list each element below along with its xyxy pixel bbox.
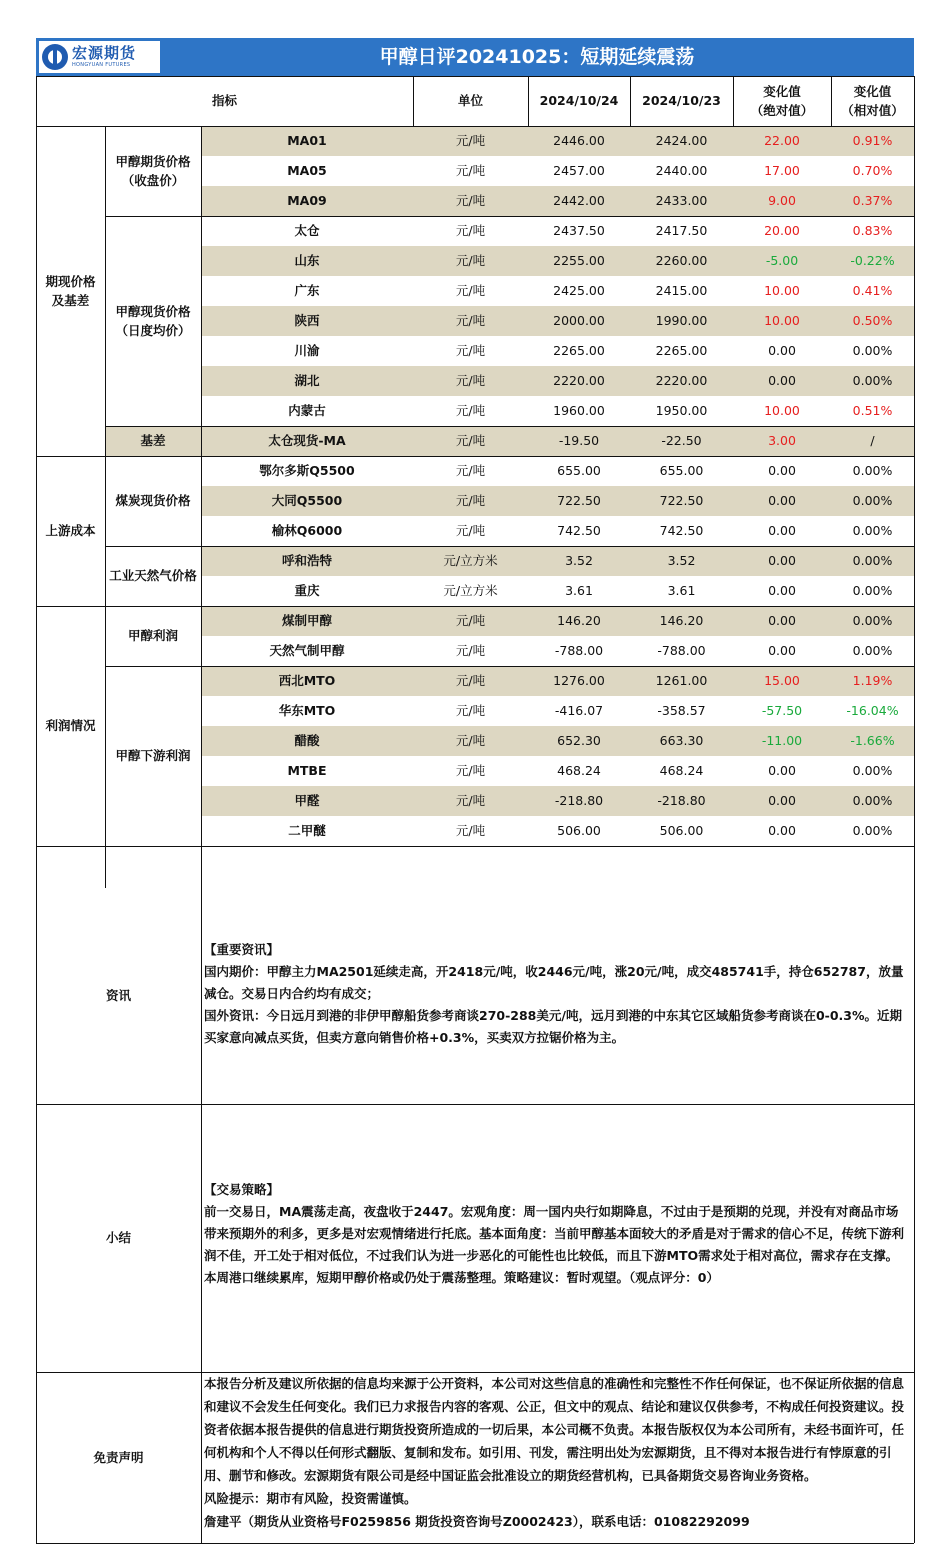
column-header-unit: 单位 (457, 93, 483, 109)
row-unit: 元/吨 (455, 283, 486, 299)
row-indicator-name: 甲醛 (201, 786, 413, 816)
row-value-date1: 3.52 (528, 546, 630, 576)
row-indicator-name: 川渝 (294, 343, 320, 359)
section-label (36, 606, 105, 846)
row-value-date1: 2446.00 (528, 126, 630, 156)
row-value-date1: 655.00 (557, 463, 601, 479)
group-label (105, 666, 201, 846)
row-value-date2: 3.61 (667, 583, 696, 599)
label-line: 甲醇现货价格 (115, 303, 191, 319)
row-unit: 元/吨 (413, 186, 528, 216)
row-indicator-name: 湖北 (201, 366, 413, 396)
row-unit: 元/吨 (413, 246, 528, 276)
row-value-date1: 2220.00 (528, 366, 630, 396)
row-change-abs: 0.00 (733, 786, 831, 816)
row-change-rel: -0.22% (831, 246, 914, 276)
label-line: 利润情况 (45, 718, 96, 734)
row-indicator-name: 二甲醚 (288, 823, 326, 839)
row-value-date2: 1950.00 (655, 403, 708, 419)
label-line: 甲醇下游利润 (115, 748, 191, 764)
row-change-abs: -11.00 (733, 726, 831, 756)
label-line: （收盘价） (121, 173, 185, 188)
row-change-rel: 0.37% (831, 186, 914, 216)
row-value-date1: 468.24 (557, 763, 601, 779)
row-change-abs: 0.00 (733, 546, 831, 576)
row-change-abs: 0.00 (768, 343, 796, 359)
row-unit: 元/吨 (455, 643, 486, 659)
row-value-date2: 2417.50 (655, 223, 708, 239)
row-value-date2: 742.50 (659, 523, 704, 539)
row-change-rel: 0.00% (831, 786, 914, 816)
row-change-abs: 0.00 (768, 823, 796, 839)
section-label (36, 126, 105, 456)
row-change-rel: 0.00% (852, 523, 893, 539)
label-line: 甲醇利润 (127, 628, 178, 644)
row-indicator-name: 太仓 (294, 223, 320, 239)
label-line: 变化值 (763, 83, 801, 99)
row-unit: 元/吨 (413, 726, 528, 756)
disclaimer-label: 免责声明 (93, 1449, 144, 1465)
group-label (105, 426, 201, 456)
column-header-change-abs (733, 76, 831, 126)
group-label (105, 546, 201, 606)
row-unit: 元/吨 (413, 786, 528, 816)
row-change-abs: 10.00 (733, 306, 831, 336)
row-value-date1: -19.50 (528, 426, 630, 456)
row-change-abs: 0.00 (733, 366, 831, 396)
row-unit: 元/吨 (455, 343, 486, 359)
row-value-date2: 2424.00 (630, 126, 733, 156)
label-line: （相对值） (841, 103, 904, 118)
row-indicator-name: MA05 (287, 163, 327, 179)
row-value-date1: 2437.50 (553, 223, 605, 239)
row-change-abs: 10.00 (764, 283, 800, 299)
row-indicator-name: 山东 (201, 246, 413, 276)
row-unit: 元/吨 (413, 486, 528, 516)
row-value-date1: 146.20 (528, 606, 630, 636)
company-logo (39, 41, 160, 73)
row-value-date2: 3.52 (630, 546, 733, 576)
row-change-rel: 0.41% (852, 283, 893, 299)
row-change-rel: 0.70% (852, 163, 893, 179)
logo-mark-icon (42, 44, 68, 70)
row-change-rel: 0.00% (852, 763, 893, 779)
column-header-date2: 2024/10/23 (642, 93, 721, 109)
row-change-rel: 1.19% (831, 666, 914, 696)
row-unit: 元/吨 (455, 823, 486, 839)
report-sheet (36, 38, 914, 1543)
label-line: （日度均价） (115, 323, 191, 338)
row-indicator-name: 鄂尔多斯Q5500 (259, 463, 355, 479)
disclaimer-text (204, 1372, 909, 1533)
row-change-rel: 0.00% (852, 643, 893, 659)
summary-line: 【交易策略】 (204, 1182, 280, 1197)
row-indicator-name: 西北MTO (201, 666, 413, 696)
row-change-rel: 0.00% (831, 486, 914, 516)
row-value-date2: 2433.00 (630, 186, 733, 216)
logo-english-name: HONGYUAN FUTURES (72, 62, 131, 68)
summary-label: 小结 (105, 1230, 131, 1246)
row-unit: 元/吨 (413, 306, 528, 336)
row-change-rel: 0.00% (852, 463, 893, 479)
row-value-date2: -218.80 (630, 786, 733, 816)
row-change-rel: 0.50% (831, 306, 914, 336)
news-line: 国外资讯：今日远月到港的非伊甲醇船货参考商谈270-288美元/吨，远月到港的中东其它区域船货参考商谈在0-0.3%。近期买家意向减点买货，但卖方意向销售价格+0.3%，买卖双方拉锯价格为主。 (204, 1008, 902, 1045)
row-indicator-name: 大同Q5500 (201, 486, 413, 516)
row-change-abs: 20.00 (764, 223, 800, 239)
row-value-date2: 2220.00 (630, 366, 733, 396)
row-value-date1: 652.30 (528, 726, 630, 756)
logo-name: 宏源期货 (72, 44, 137, 62)
row-change-abs: 3.00 (733, 426, 831, 456)
row-change-abs: 0.00 (768, 463, 796, 479)
row-change-rel: -16.04% (846, 703, 899, 719)
row-unit: 元/吨 (413, 606, 528, 636)
news-line: 【重要资讯】 (204, 942, 280, 957)
news-text (204, 939, 909, 1049)
row-unit: 元/立方米 (443, 583, 498, 599)
row-indicator-name: MA09 (201, 186, 413, 216)
row-indicator-name: 重庆 (294, 583, 320, 599)
row-value-date1: -416.07 (554, 703, 604, 719)
row-unit: 元/吨 (455, 403, 486, 419)
row-value-date1: 2255.00 (528, 246, 630, 276)
label-line: 甲醇期货价格 (115, 153, 191, 169)
row-change-abs: 15.00 (733, 666, 831, 696)
row-change-abs: 9.00 (733, 186, 831, 216)
summary-line: 前一交易日，MA震荡走高，夜盘收于2447。宏观角度：周一国内央行如期降息，不过由于是预期的兑现，并没有对商品市场带来预期外的利多，更多是对宏观情绪进行托底。基本面角度：当前甲醇基本面较大的矛盾是对于需求的信心不足，传统下游利润不佳，开工处于相对低位，不过我们认为进一步恶化的可能性也比较低，而且下游MTO需求处于相对高位，需求存在支撑。本周港口继续累库，短期甲醇价格或仍处于震荡整理。策略建议：暂时观望。（观点评分：0） (204, 1204, 905, 1285)
row-change-rel: 0.91% (831, 126, 914, 156)
row-change-rel: 0.51% (852, 403, 893, 419)
label-line: 基差 (140, 433, 166, 449)
row-change-rel: 0.00% (852, 823, 893, 839)
row-indicator-name: 煤制甲醇 (201, 606, 413, 636)
row-value-date2: 722.50 (630, 486, 733, 516)
row-unit: 元/吨 (413, 426, 528, 456)
row-value-date2: 2440.00 (655, 163, 708, 179)
row-change-abs: 0.00 (768, 583, 796, 599)
row-value-date1: 2425.00 (553, 283, 605, 299)
row-value-date1: 2000.00 (528, 306, 630, 336)
row-unit: 元/吨 (455, 163, 486, 179)
news-line: 国内期价：甲醇主力MA2501延续走高，开2418元/吨，收2446元/吨，涨20元/吨，成交485741手，持仓652787，放量减仓。交易日内合约均有成交； (204, 964, 904, 1001)
row-value-date1: -218.80 (528, 786, 630, 816)
row-unit: 元/吨 (455, 223, 486, 239)
row-value-date2: -788.00 (657, 643, 706, 659)
row-indicator-name: 华东MTO (278, 703, 336, 719)
column-header-date1: 2024/10/24 (539, 93, 619, 109)
row-change-abs: 0.00 (733, 486, 831, 516)
row-value-date2: 663.30 (630, 726, 733, 756)
row-indicator-name: 广东 (294, 283, 320, 299)
row-value-date2: 2265.00 (655, 343, 708, 359)
row-change-abs: 17.00 (764, 163, 800, 179)
disclaimer-line: 詹建平（期货从业资格号F0259856 期货投资咨询号Z0002423），联系电话：01082292099 (204, 1514, 750, 1529)
row-change-abs: 0.00 (733, 606, 831, 636)
row-change-abs: 0.00 (768, 763, 796, 779)
row-value-date2: 2260.00 (630, 246, 733, 276)
row-unit: 元/吨 (455, 703, 486, 719)
news-label: 资讯 (105, 988, 131, 1004)
label-line: 期现价格 (45, 273, 96, 289)
row-value-date2: 655.00 (659, 463, 704, 479)
row-unit: 元/吨 (455, 763, 486, 779)
row-value-date2: -358.57 (657, 703, 706, 719)
row-value-date1: 3.61 (565, 583, 593, 599)
disclaimer-line: 风险提示：期市有风险，投资需谨慎。 (204, 1491, 417, 1506)
summary-text (204, 1179, 909, 1289)
row-unit: 元/吨 (413, 126, 528, 156)
row-change-rel: 0.00% (831, 546, 914, 576)
row-unit: 元/吨 (455, 523, 486, 539)
disclaimer-line: 本报告分析及建议所依据的信息均来源于公开资料，本公司对这些信息的准确性和完整性不作任何保证，也不保证所依据的信息和建议不会发生任何变化。我们已力求报告内容的客观、公正，但文中的观点、结论和建议仅供参考，不构成任何投资建议。投资者依据本报告提供的信息进行期货投资所造成的一切后果，本公司概不负责。本报告版权仅为本公司所有，未经书面许可，任何机构和个人不得以任何形式翻版、复制和发布。如引用、刊发，需注明出处为宏源期货，且不得对本报告进行有悖原意的引用、删节和修改。宏源期货有限公司是经中国证监会批准设立的期货经营机构，已具备期货交易咨询业务资格。 (204, 1376, 905, 1483)
row-change-rel: 0.00% (831, 606, 914, 636)
row-change-rel: 0.00% (852, 583, 893, 599)
row-change-rel: -1.66% (831, 726, 914, 756)
label-line: 煤炭现货价格 (115, 493, 191, 509)
row-value-date2: 2415.00 (655, 283, 708, 299)
row-indicator-name: 内蒙古 (288, 403, 326, 419)
data-table (36, 76, 914, 1543)
row-indicator-name: 太仓现货-MA (201, 426, 413, 456)
row-change-abs: 0.00 (768, 523, 796, 539)
row-indicator-name: 呼和浩特 (201, 546, 413, 576)
row-change-abs: -57.50 (761, 703, 803, 719)
row-value-date2: 146.20 (630, 606, 733, 636)
row-change-rel: 0.83% (852, 223, 893, 239)
group-label (105, 606, 201, 666)
row-unit: 元/立方米 (413, 546, 528, 576)
row-unit: 元/吨 (413, 666, 528, 696)
row-value-date2: 1261.00 (630, 666, 733, 696)
row-indicator-name: 陕西 (201, 306, 413, 336)
row-indicator-name: 天然气制甲醇 (269, 643, 345, 659)
row-indicator-name: 醋酸 (201, 726, 413, 756)
row-indicator-name: 榆林Q6000 (271, 523, 343, 539)
label-line: 变化值 (853, 83, 892, 99)
row-value-date2: 1990.00 (630, 306, 733, 336)
group-label (105, 126, 201, 216)
column-header-indicator: 指标 (211, 93, 237, 109)
section-label (36, 456, 105, 606)
label-line: 及基差 (51, 293, 90, 308)
group-label (105, 456, 201, 546)
report-title: 甲醇日评20241025：短期延续震荡 (379, 46, 695, 68)
row-change-abs: -5.00 (733, 246, 831, 276)
row-unit: 元/吨 (455, 463, 486, 479)
row-value-date1: -788.00 (554, 643, 604, 659)
column-header-change-rel (831, 76, 914, 126)
row-change-rel: 0.00% (831, 366, 914, 396)
row-change-abs: 10.00 (764, 403, 800, 419)
row-value-date1: 2442.00 (528, 186, 630, 216)
row-value-date2: 468.24 (659, 763, 704, 779)
row-change-rel: 0.00% (852, 343, 893, 359)
label-line: （绝对值） (750, 103, 814, 118)
row-value-date1: 2457.00 (553, 163, 605, 179)
row-value-date2: 506.00 (659, 823, 704, 839)
report-banner (36, 38, 914, 76)
row-change-abs: 22.00 (733, 126, 831, 156)
row-indicator-name: MA01 (201, 126, 413, 156)
row-value-date1: 506.00 (557, 823, 601, 839)
row-value-date1: 722.50 (528, 486, 630, 516)
label-line: 工业天然气价格 (109, 568, 197, 584)
row-unit: 元/吨 (413, 366, 528, 396)
row-indicator-name: MTBE (287, 763, 327, 779)
row-value-date1: 1276.00 (528, 666, 630, 696)
row-change-rel: / (831, 426, 914, 456)
group-label (105, 216, 201, 426)
row-value-date1: 2265.00 (553, 343, 605, 359)
row-value-date1: 1960.00 (553, 403, 605, 419)
row-change-abs: 0.00 (768, 643, 796, 659)
row-value-date1: 742.50 (557, 523, 601, 539)
row-value-date2: -22.50 (630, 426, 733, 456)
label-line: 上游成本 (45, 523, 96, 539)
